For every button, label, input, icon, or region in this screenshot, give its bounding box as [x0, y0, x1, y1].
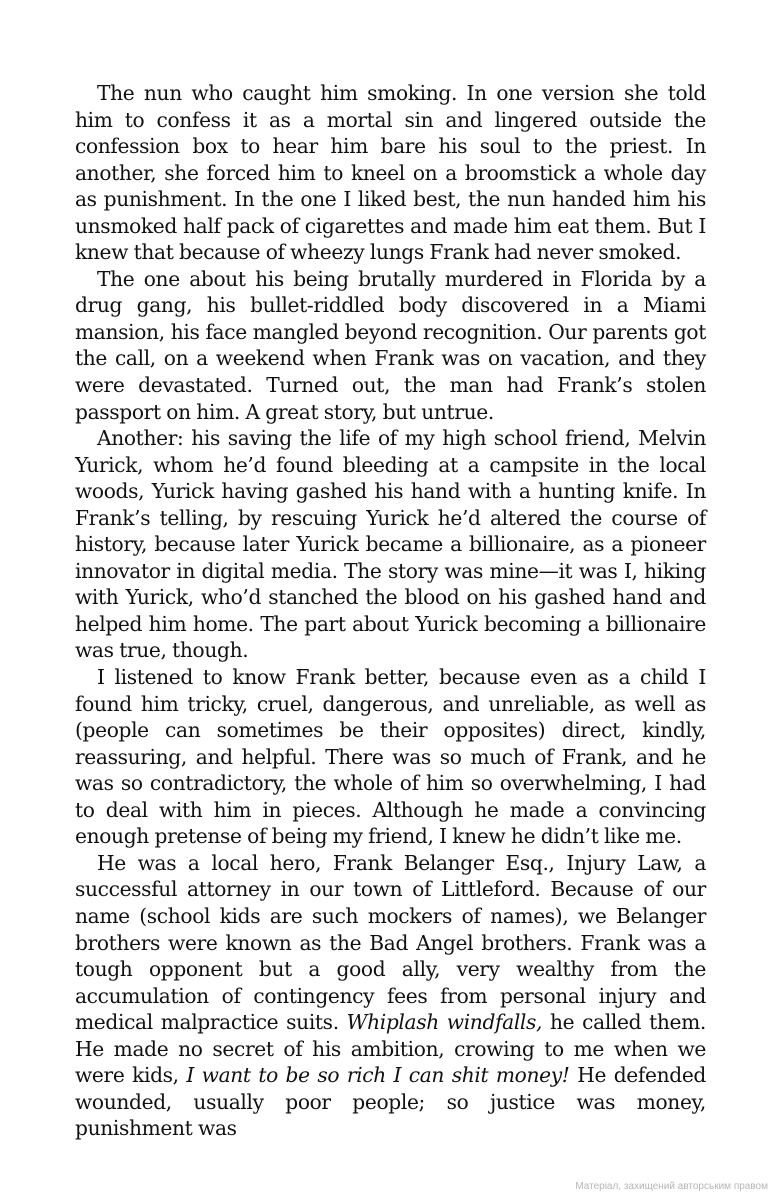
book-page-text	[75, 80, 706, 1142]
italic-phrase-whiplash: Whiplash windfalls,	[346, 1010, 543, 1035]
italic-phrase-rich: I want to be so rich I can shit money!	[186, 1063, 570, 1088]
text-run: he called them. He made no secret of his ambition, crowing to me when we were kids,	[75, 1010, 706, 1088]
paragraph-local-hero	[75, 850, 706, 1142]
text-run: He was a local hero, Frank Belanger Esq., Injury Law, a successful attorney in our town of Littleford. Because of our name (school kids are such mockers of names), we Belanger brothers were known as the Bad Angel brothers. Frank was a tough opponent but a good ally, very wealthy from the accumulation of contingency fees from personal injury and medical malpractice suits.	[75, 850, 706, 1035]
paragraph-nun-story: The nun who caught him smoking. In one version she told him to confess it as a mortal sin and lingered outside the confession box to hear him bare his soul to the priest. In another, she forced him to kneel on a broomstick a whole day as punishment. In the one I liked best, the nun handed him his unsmoked half pack of cigarettes and made him eat them. But I knew that because of wheezy lungs Frank had never smoked.	[75, 81, 706, 265]
paragraph-florida-murder-story: The one about his being brutally murdered in Florida by a drug gang, his bullet-riddled body discovered in a Miami mansion, his face mangled beyond recognition. Our parents got the call, on a weekend when Frank was on vacation, and they were devastated. Turned out, the man had Frank’s stolen passport on him. A great story, but untrue.	[75, 266, 706, 424]
text-run: He defended wounded, usually poor people; so justice was money, punishment was	[75, 1063, 706, 1141]
paragraph-yurick-rescue-story: Another: his saving the life of my high school friend, Melvin Yurick, whom he’d found bleeding at a campsite in the local woods, Yurick having gashed his hand with a hunting knife. In Frank’s telling, by rescuing Yurick he’d altered the course of history, because later Yurick became a billionaire, as a pioneer innovator in digital media. The story was mine—it was I, hiking with Yurick, who’d stanched the blood on his gashed hand and helped him home. The part about Yurick becoming a billionaire was true, though.	[75, 426, 706, 663]
copyright-watermark: Матеріал, захищений авторським правом	[575, 1181, 768, 1192]
paragraph-knowing-frank: I listened to know Frank better, because even as a child I found him tricky, cruel, dangerous, and unreliable, as well as (people can sometimes be their opposites) direct, kindly, reassuring, and helpful. There was so much of Frank, and he was so contradictory, the whole of him so overwhelming, I had to deal with him in pieces. Although he made a convincing enough pretense of being my friend, I knew he didn’t like me.	[75, 665, 706, 849]
